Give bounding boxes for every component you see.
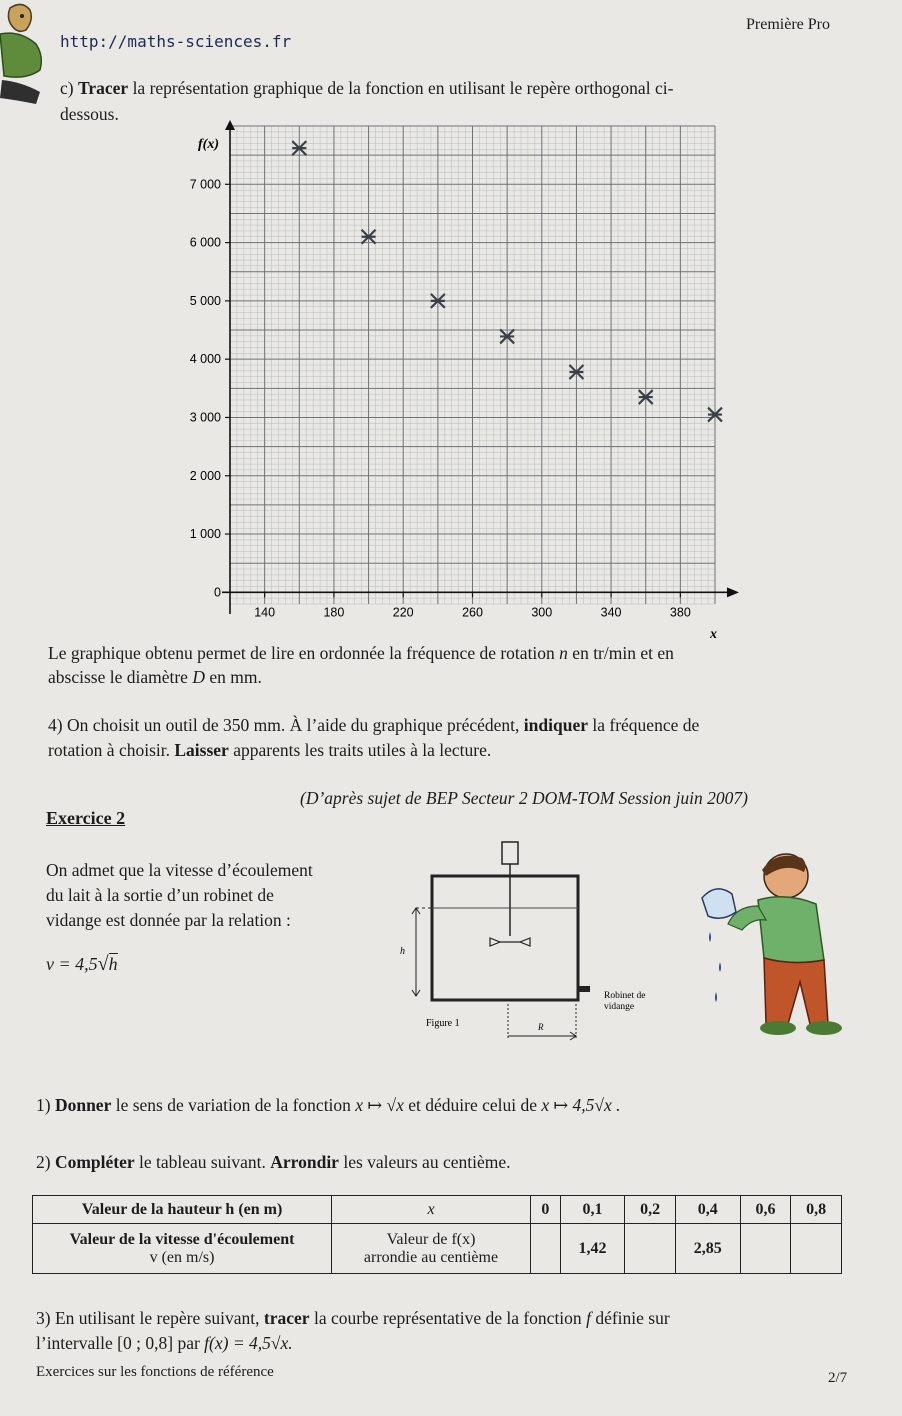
table-cell: 0,6 [740, 1196, 791, 1224]
milk-jug [702, 889, 736, 918]
q3-text-b: la courbe représentative de la fonction [313, 1308, 582, 1328]
y-tick-label: 6 000 [189, 235, 221, 250]
y-tick-label: 4 000 [189, 352, 221, 367]
table-cell[interactable]: 1,42 [560, 1224, 625, 1274]
x-axis-label: x [710, 627, 717, 642]
q3-text-a: 3) En utilisant le repère suivant, [36, 1308, 260, 1328]
q1-function-sqrt: x ↦ √x [355, 1095, 404, 1115]
q2-text-a: le tableau suivant. [139, 1152, 266, 1172]
x-tick-label: 220 [392, 605, 414, 620]
intro-line-2: du lait à la sortie d’un robinet de [46, 885, 274, 905]
q4-text-a: 4) On choisit un outil de 350 mm. À l’aide du graphique précédent, [48, 715, 520, 735]
row2-var-line1: Valeur de f(x) [386, 1230, 476, 1248]
y-tick-label: 2 000 [189, 468, 221, 483]
y-tick-label: 0 [214, 585, 221, 600]
formula-radicand: h [108, 954, 118, 974]
values-table [32, 1195, 842, 1274]
question-1 [36, 1093, 866, 1118]
part-c-rest: la représentation graphique de la fonction en utilisant le repère orthogonal ci- [132, 78, 674, 98]
tank-figure [390, 836, 680, 1046]
row1-variable: x [332, 1196, 531, 1224]
table-cell[interactable]: 2,85 [675, 1224, 740, 1274]
y-tick-label: 5 000 [189, 293, 221, 308]
x-tick-label: 340 [600, 605, 622, 620]
table-cell: 0,1 [560, 1196, 625, 1224]
q4-verb-indiquer: indiquer [523, 715, 588, 735]
row2-var-line2: arrondie au centième [363, 1248, 499, 1266]
table-cell[interactable] [740, 1224, 791, 1274]
x-tick-label: 300 [531, 605, 553, 620]
part-c-text [60, 76, 860, 101]
q1-text-b: et déduire celui de [408, 1095, 537, 1115]
q4-text-c: la fréquence de [592, 715, 700, 735]
q3-text-c: définie sur [595, 1308, 670, 1328]
graph-explanation-line2 [48, 665, 262, 690]
cartoon-man-illustration [696, 842, 866, 1042]
table-cell: 0,4 [675, 1196, 740, 1224]
row2-variable [332, 1224, 531, 1274]
x-tick-label: 260 [462, 605, 483, 620]
row2-label-line2: v (en m/s) [149, 1248, 215, 1266]
q4-text-f: apparents les traits utiles à la lecture. [233, 740, 492, 760]
q4-verb-laisser: Laisser [174, 740, 229, 760]
table-cell[interactable] [791, 1224, 842, 1274]
q3-var-f: f [586, 1308, 591, 1328]
class-level: Première Pro [746, 16, 830, 33]
explanation-text-a: Le graphique obtenu permet de lire en ordonnée la fréquence de rotation [48, 643, 555, 663]
var-n: n [559, 643, 568, 663]
intro-line-3: vidange est donnée par la relation : [46, 910, 291, 930]
velocity-formula [46, 953, 118, 976]
q2-number: 2) [36, 1152, 51, 1172]
table-cell: 0,2 [625, 1196, 676, 1224]
x-tick-label: 180 [323, 605, 345, 620]
q3-verb-tracer: tracer [263, 1308, 310, 1328]
y-tick-label: 7 000 [189, 177, 221, 192]
q1-verb-donner: Donner [54, 1095, 112, 1115]
x-tick-label: 140 [254, 605, 276, 620]
q1-function-scaled: x ↦ 4,5√x . [541, 1095, 621, 1115]
question-2 [36, 1150, 866, 1175]
sqrt-symbol: √ [97, 953, 109, 975]
figure-caption: Figure 1 [426, 1018, 460, 1029]
question-4 [48, 713, 868, 763]
table-cell[interactable] [625, 1224, 676, 1274]
var-D: D [192, 667, 205, 687]
motor-box [502, 842, 518, 864]
table-cell[interactable] [531, 1224, 561, 1274]
footer-text: Exercices sur les fonctions de référence [36, 1364, 274, 1380]
x-axis-arrow [727, 587, 739, 597]
q1-number: 1) [36, 1095, 51, 1115]
formula-lhs: v = 4,5 [46, 954, 98, 974]
table-row-velocity [33, 1224, 842, 1274]
part-c-label: c) [60, 78, 74, 98]
explanation-text-d: en mm. [209, 667, 262, 687]
y-axis-arrow [225, 120, 235, 130]
x-tick-label: 380 [669, 605, 691, 620]
explanation-text-c: abscisse le diamètre [48, 667, 188, 687]
table-cell: 0,8 [791, 1196, 842, 1224]
q2-verb-completer: Compléter [54, 1152, 135, 1172]
q3-interval: [0 ; 0,8] [117, 1333, 174, 1353]
y-tick-label: 1 000 [189, 527, 221, 542]
q2-text-b: les valeurs au centième. [343, 1152, 511, 1172]
explanation-text-b: en tr/min et en [572, 643, 674, 663]
site-url[interactable]: http://maths-sciences.fr [60, 32, 292, 51]
exercice-2-title: Exercice 2 [46, 808, 126, 828]
part-c-line2: dessous. [60, 104, 119, 124]
drain-valve [578, 986, 590, 992]
y-axis-label: f(x) [198, 137, 219, 152]
scatter-chart [150, 118, 750, 648]
q3-text-d: l’intervalle [36, 1333, 113, 1353]
row2-label-line1: Valeur de la vitesse d'écoulement [69, 1230, 295, 1248]
valve-label-1: Robinet de [604, 991, 646, 1001]
y-tick-label: 3 000 [189, 410, 221, 425]
q4-text-d: rotation à choisir. [48, 740, 170, 760]
valve-label-2: vidange [604, 1002, 635, 1012]
part-c-verb: Tracer [77, 78, 129, 98]
page-number: 2/7 [828, 1370, 848, 1386]
tank-outline [432, 876, 578, 1000]
q1-text-a: le sens de variation de la fonction [115, 1095, 351, 1115]
q2-verb-arrondir: Arrondir [270, 1152, 339, 1172]
height-label: h [400, 946, 405, 957]
table-cell: 0 [531, 1196, 561, 1224]
exercice-2-intro [46, 858, 386, 933]
q3-text-e: par [177, 1333, 200, 1353]
graph-explanation-line1 [48, 641, 868, 666]
intro-line-1: On admet que la vitesse d’écoulement [46, 860, 313, 880]
row2-label [33, 1224, 332, 1274]
radius-label: R [538, 1022, 544, 1032]
question-3 [36, 1306, 866, 1356]
source-citation: (D’après sujet de BEP Secteur 2 DOM-TOM Session juin 2007) [300, 788, 748, 808]
q3-function-definition: f(x) = 4,5√x. [204, 1333, 293, 1353]
row1-label: Valeur de la hauteur h (en m) [33, 1196, 332, 1224]
table-row-height [33, 1196, 842, 1224]
